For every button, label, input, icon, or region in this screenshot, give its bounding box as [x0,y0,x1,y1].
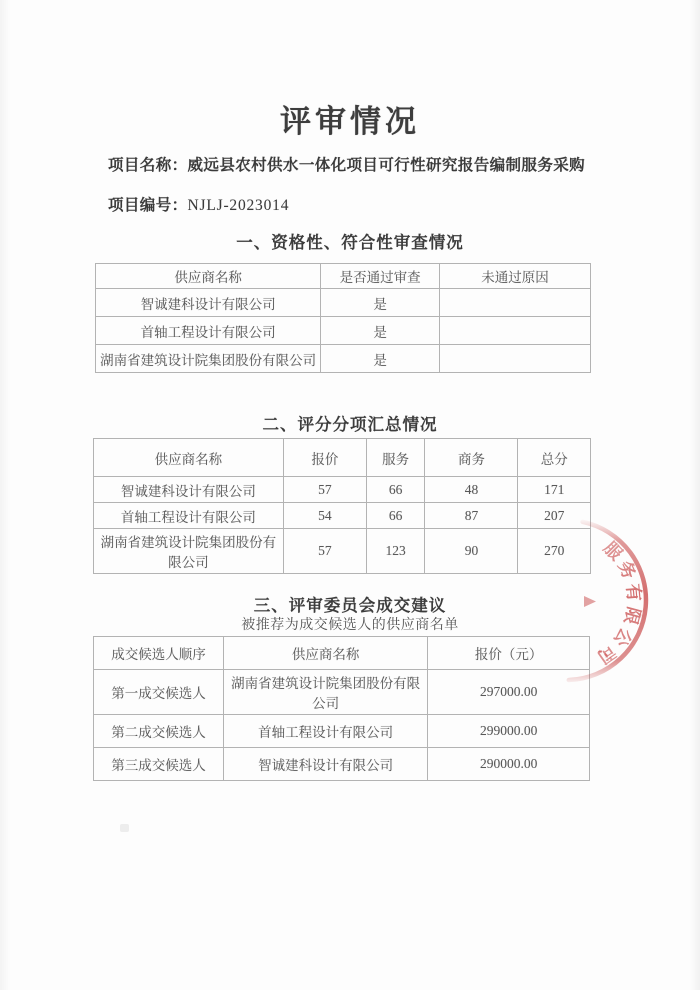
table-row [94,748,590,781]
table-cell: 57 [283,477,366,503]
column-header: 服务 [366,439,425,477]
table-cell: 智诚建科设计有限公司 [223,748,427,781]
table-cell: 290000.00 [428,748,590,781]
project-number-line [108,193,628,215]
table-cell: 270 [518,529,591,574]
table-cell: 是 [321,289,440,317]
table-row [94,503,591,529]
score-summary-table [93,438,591,574]
award-candidates-table [93,636,590,781]
table-cell: 首轴工程设计有限公司 [94,503,284,529]
table-cell: 智诚建科设计有限公司 [94,477,284,503]
table-cell: 54 [283,503,366,529]
table-cell: 171 [518,477,591,503]
table-cell: 是 [321,345,440,373]
table-row [94,715,590,748]
table-cell: 90 [425,529,518,574]
table-cell: 第三成交候选人 [94,748,224,781]
table-row [96,317,591,345]
column-header: 商务 [425,439,518,477]
column-header: 总分 [518,439,591,477]
table-cell: 299000.00 [428,715,590,748]
scan-smudge [120,824,129,832]
column-header: 成交候选人顺序 [94,637,224,670]
column-header: 报价 [283,439,366,477]
section1-heading: 一、资格性、符合性审查情况 [236,233,464,252]
table-cell: 123 [366,529,425,574]
table-row [94,670,590,715]
section2-heading: 二、评分分项汇总情况 [262,415,438,434]
header-row [94,439,591,477]
table-row [96,289,591,317]
header-row [94,637,590,670]
project-name-line [108,153,628,175]
table-cell: 湖南省建筑设计院集团股份有限公司 [96,345,321,373]
table-row [94,529,591,574]
table-row [96,345,591,373]
column-header: 供应商名称 [223,637,427,670]
table-cell: 智诚建科设计有限公司 [96,289,321,317]
project-name-label: 项目名称： [108,157,188,174]
table-row [94,477,591,503]
seal-text: 服务有限公司 [590,537,645,671]
table-cell: 87 [425,503,518,529]
column-header: 供应商名称 [94,439,284,477]
column-header: 是否通过审查 [321,264,440,289]
qualification-review-table [95,263,591,373]
table-cell: 66 [366,477,425,503]
header-row [96,264,591,289]
table-cell: 57 [283,529,366,574]
column-header: 供应商名称 [96,264,321,289]
table-cell: 是 [321,317,440,345]
table-cell [440,317,591,345]
table-cell: 48 [425,477,518,503]
table-cell: 首轴工程设计有限公司 [96,317,321,345]
column-header: 未通过原因 [440,264,591,289]
section3-subtitle: 被推荐为成交候选人的供应商名单 [241,618,459,633]
seal-code-marks [598,650,612,661]
table-cell: 297000.00 [428,670,590,715]
project-number-label: 项目编号： [108,197,188,214]
project-number-value: NJLJ-2023014 [187,197,290,214]
table-cell: 第二成交候选人 [94,715,224,748]
column-header: 报价（元） [428,637,590,670]
page-title: 评审情况 [280,104,420,139]
table-cell: 66 [366,503,425,529]
table-cell: 首轴工程设计有限公司 [223,715,427,748]
table-cell: 第一成交候选人 [94,670,224,715]
project-name-value: 威远县农村供水一体化项目可行性研究报告编制服务采购 [187,157,586,174]
table-cell: 207 [518,503,591,529]
table-cell: 湖南省建筑设计院集团股份有限公司 [94,529,284,574]
section3-heading: 三、评审委员会成交建议 [253,596,447,615]
table-cell [440,289,591,317]
table-cell: 湖南省建筑设计院集团股份有限公司 [223,670,427,715]
table-cell [440,345,591,373]
